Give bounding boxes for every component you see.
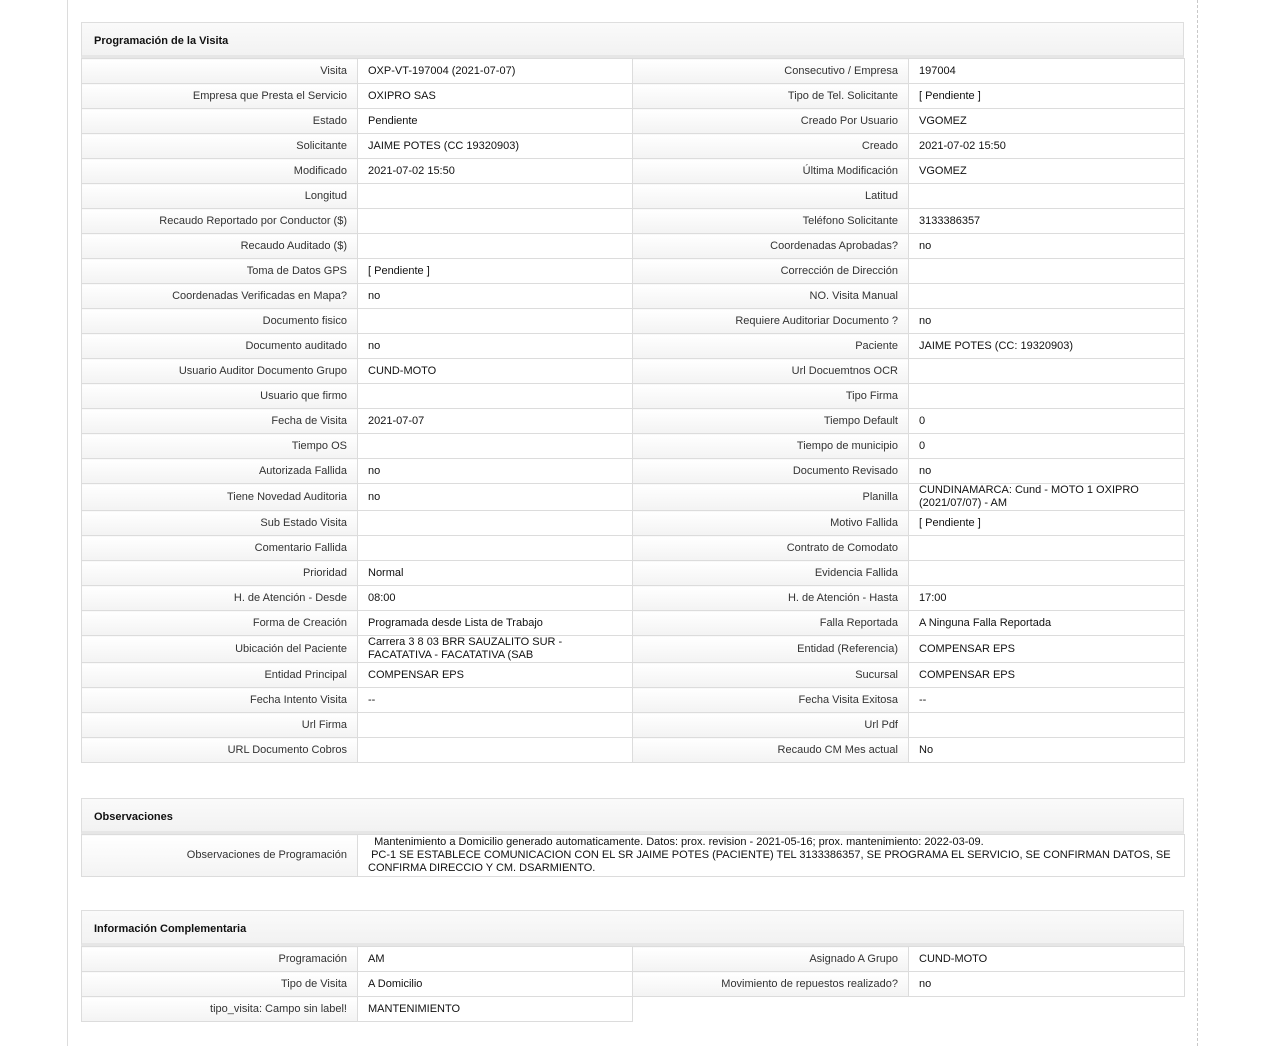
field-value: no (909, 459, 1185, 484)
field-value: no (909, 309, 1185, 334)
field-label: Entidad Principal (82, 663, 358, 688)
field-label: Recaudo Auditado ($) (82, 234, 358, 259)
field-label: Recaudo CM Mes actual (633, 738, 909, 763)
field-value: CUNDINAMARCA: Cund - MOTO 1 OXIPRO (2021/07/07) - AM (909, 484, 1185, 511)
field-value: no (909, 234, 1185, 259)
field-value: No (909, 738, 1185, 763)
field-row (82, 109, 1185, 134)
field-row (82, 409, 1185, 434)
field-row (82, 688, 1185, 713)
field-label: URL Documento Cobros (82, 738, 358, 763)
field-row (82, 459, 1185, 484)
field-row (82, 159, 1185, 184)
field-label: Solicitante (82, 134, 358, 159)
field-value (909, 259, 1185, 284)
field-row (82, 511, 1185, 536)
field-value: no (358, 334, 633, 359)
field-row (82, 738, 1185, 763)
field-value (358, 384, 633, 409)
field-label: Planilla (633, 484, 909, 511)
complementaria-table (81, 946, 1185, 1022)
field-value: Pendiente (358, 109, 633, 134)
field-row (82, 84, 1185, 109)
field-label: Documento fisico (82, 309, 358, 334)
field-value (909, 384, 1185, 409)
field-row (82, 209, 1185, 234)
field-value: COMPENSAR EPS (358, 663, 633, 688)
field-value: OXIPRO SAS (358, 84, 633, 109)
field-value (358, 738, 633, 763)
field-value: JAIME POTES (CC 19320903) (358, 134, 633, 159)
field-label: Url Pdf (633, 713, 909, 738)
field-value: no (358, 284, 633, 309)
field-label: Entidad (Referencia) (633, 636, 909, 663)
field-label: Evidencia Fallida (633, 561, 909, 586)
field-label: Tipo Firma (633, 384, 909, 409)
field-label: Falla Reportada (633, 611, 909, 636)
programacion-table (81, 58, 1185, 763)
field-label: Tiempo OS (82, 434, 358, 459)
field-row (82, 997, 1185, 1022)
observaciones-table (81, 834, 1185, 877)
field-label: Asignado A Grupo (633, 947, 909, 972)
field-row (82, 663, 1185, 688)
field-label: Creado Por Usuario (633, 109, 909, 134)
field-value: VGOMEZ (909, 159, 1185, 184)
field-label: Paciente (633, 334, 909, 359)
field-label: Autorizada Fallida (82, 459, 358, 484)
field-label: tipo_visita: Campo sin label! (82, 997, 358, 1022)
field-row (82, 184, 1185, 209)
field-label: Sub Estado Visita (82, 511, 358, 536)
field-label: Forma de Creación (82, 611, 358, 636)
field-label: Tiempo de municipio (633, 434, 909, 459)
field-value (358, 234, 633, 259)
programacion-panel (81, 22, 1184, 763)
field-label: Coordenadas Aprobadas? (633, 234, 909, 259)
field-row (82, 59, 1185, 84)
field-row (82, 636, 1185, 663)
field-value: no (358, 459, 633, 484)
field-row (82, 611, 1185, 636)
field-value (909, 713, 1185, 738)
field-label: Fecha de Visita (82, 409, 358, 434)
field-label: Empresa que Presta el Servicio (82, 84, 358, 109)
empty-cell (633, 997, 909, 1022)
field-label: Modificado (82, 159, 358, 184)
field-value: COMPENSAR EPS (909, 663, 1185, 688)
field-label: H. de Atención - Desde (82, 586, 358, 611)
field-value: JAIME POTES (CC: 19320903) (909, 334, 1185, 359)
field-value: CUND-MOTO (358, 359, 633, 384)
field-value: CUND-MOTO (909, 947, 1185, 972)
field-value: 2021-07-07 (358, 409, 633, 434)
field-label: Latitud (633, 184, 909, 209)
field-value (358, 209, 633, 234)
field-value: MANTENIMIENTO (358, 997, 633, 1022)
field-value (909, 284, 1185, 309)
field-label: Tipo de Visita (82, 972, 358, 997)
field-row (82, 284, 1185, 309)
field-value (358, 713, 633, 738)
field-row (82, 259, 1185, 284)
field-label: Longitud (82, 184, 358, 209)
field-value: no (909, 972, 1185, 997)
programacion-header: Programación de la Visita (81, 22, 1184, 58)
field-value: AM (358, 947, 633, 972)
complementaria-header: Información Complementaria (81, 910, 1184, 946)
field-label: Comentario Fallida (82, 536, 358, 561)
field-value: 0 (909, 409, 1185, 434)
field-value: Normal (358, 561, 633, 586)
field-value: 0 (909, 434, 1185, 459)
field-label: Última Modificación (633, 159, 909, 184)
field-label: Motivo Fallida (633, 511, 909, 536)
field-label: Documento auditado (82, 334, 358, 359)
field-label: Fecha Visita Exitosa (633, 688, 909, 713)
field-label: Contrato de Comodato (633, 536, 909, 561)
observaciones-value: Mantenimiento a Domicilio generado automaticamente. Datos: prox. revision - 2021-05-16; prox. mantenimiento: 2022-03-09. PC-1 SE ESTABLECE COMUNICACION CON EL SR JAIME POTES (PACIENTE) TEL 3133386357, SE PROGRAMA EL SERVICIO, SE CONFIRMAN DATOS, SE CONFIRMA DIRECCIO Y CM. DSARMIENTO. (358, 835, 1185, 877)
field-value: VGOMEZ (909, 109, 1185, 134)
field-row (82, 384, 1185, 409)
field-row (82, 713, 1185, 738)
field-value: no (358, 484, 633, 511)
field-label: Tiempo Default (633, 409, 909, 434)
observaciones-label: Observaciones de Programación (82, 835, 358, 877)
field-label: Corrección de Dirección (633, 259, 909, 284)
field-value (358, 536, 633, 561)
observaciones-row (82, 835, 1185, 877)
field-value: 197004 (909, 59, 1185, 84)
field-value (358, 434, 633, 459)
field-value: 17:00 (909, 586, 1185, 611)
field-label: Consecutivo / Empresa (633, 59, 909, 84)
field-row (82, 561, 1185, 586)
field-value (358, 511, 633, 536)
field-label: H. de Atención - Hasta (633, 586, 909, 611)
field-value: [ Pendiente ] (358, 259, 633, 284)
field-label: Movimiento de repuestos realizado? (633, 972, 909, 997)
field-value: 08:00 (358, 586, 633, 611)
field-value: Programada desde Lista de Trabajo (358, 611, 633, 636)
right-dashed-divider (1197, 0, 1198, 1046)
field-row (82, 359, 1185, 384)
left-page-border (67, 0, 68, 1046)
field-label: Fecha Intento Visita (82, 688, 358, 713)
field-label: Requiere Auditoriar Documento ? (633, 309, 909, 334)
field-value: COMPENSAR EPS (909, 636, 1185, 663)
field-row (82, 947, 1185, 972)
observaciones-header: Observaciones (81, 798, 1184, 834)
field-row (82, 234, 1185, 259)
field-value: A Domicilio (358, 972, 633, 997)
field-label: Url Docuemtnos OCR (633, 359, 909, 384)
field-value: -- (358, 688, 633, 713)
field-row (82, 536, 1185, 561)
field-value: -- (909, 688, 1185, 713)
field-label: Visita (82, 59, 358, 84)
observaciones-panel (81, 798, 1184, 877)
field-label: Estado (82, 109, 358, 134)
field-label: Tiene Novedad Auditoria (82, 484, 358, 511)
field-label: Url Firma (82, 713, 358, 738)
field-row (82, 334, 1185, 359)
field-label: Sucursal (633, 663, 909, 688)
field-row (82, 134, 1185, 159)
field-label: Recaudo Reportado por Conductor ($) (82, 209, 358, 234)
field-label: NO. Visita Manual (633, 284, 909, 309)
field-value (358, 184, 633, 209)
field-row (82, 484, 1185, 511)
field-value: [ Pendiente ] (909, 511, 1185, 536)
empty-cell (909, 997, 1185, 1022)
field-row (82, 434, 1185, 459)
field-value: Carrera 3 8 03 BRR SAUZALITO SUR - FACATATIVA - FACATATIVA (SAB (358, 636, 633, 663)
field-row (82, 309, 1185, 334)
field-value: 2021-07-02 15:50 (358, 159, 633, 184)
field-value: [ Pendiente ] (909, 84, 1185, 109)
field-value (909, 561, 1185, 586)
field-label: Usuario que firmo (82, 384, 358, 409)
field-value (909, 359, 1185, 384)
field-value: 3133386357 (909, 209, 1185, 234)
field-value: A Ninguna Falla Reportada (909, 611, 1185, 636)
field-label: Prioridad (82, 561, 358, 586)
field-value: OXP-VT-197004 (2021-07-07) (358, 59, 633, 84)
field-row (82, 586, 1185, 611)
field-row (82, 972, 1185, 997)
field-value (909, 184, 1185, 209)
complementaria-panel (81, 910, 1184, 1022)
field-value (358, 309, 633, 334)
field-value: 2021-07-02 15:50 (909, 134, 1185, 159)
field-label: Toma de Datos GPS (82, 259, 358, 284)
field-label: Creado (633, 134, 909, 159)
field-label: Coordenadas Verificadas en Mapa? (82, 284, 358, 309)
field-value (909, 536, 1185, 561)
field-label: Teléfono Solicitante (633, 209, 909, 234)
field-label: Tipo de Tel. Solicitante (633, 84, 909, 109)
field-label: Usuario Auditor Documento Grupo (82, 359, 358, 384)
field-label: Ubicación del Paciente (82, 636, 358, 663)
field-label: Documento Revisado (633, 459, 909, 484)
field-label: Programación (82, 947, 358, 972)
